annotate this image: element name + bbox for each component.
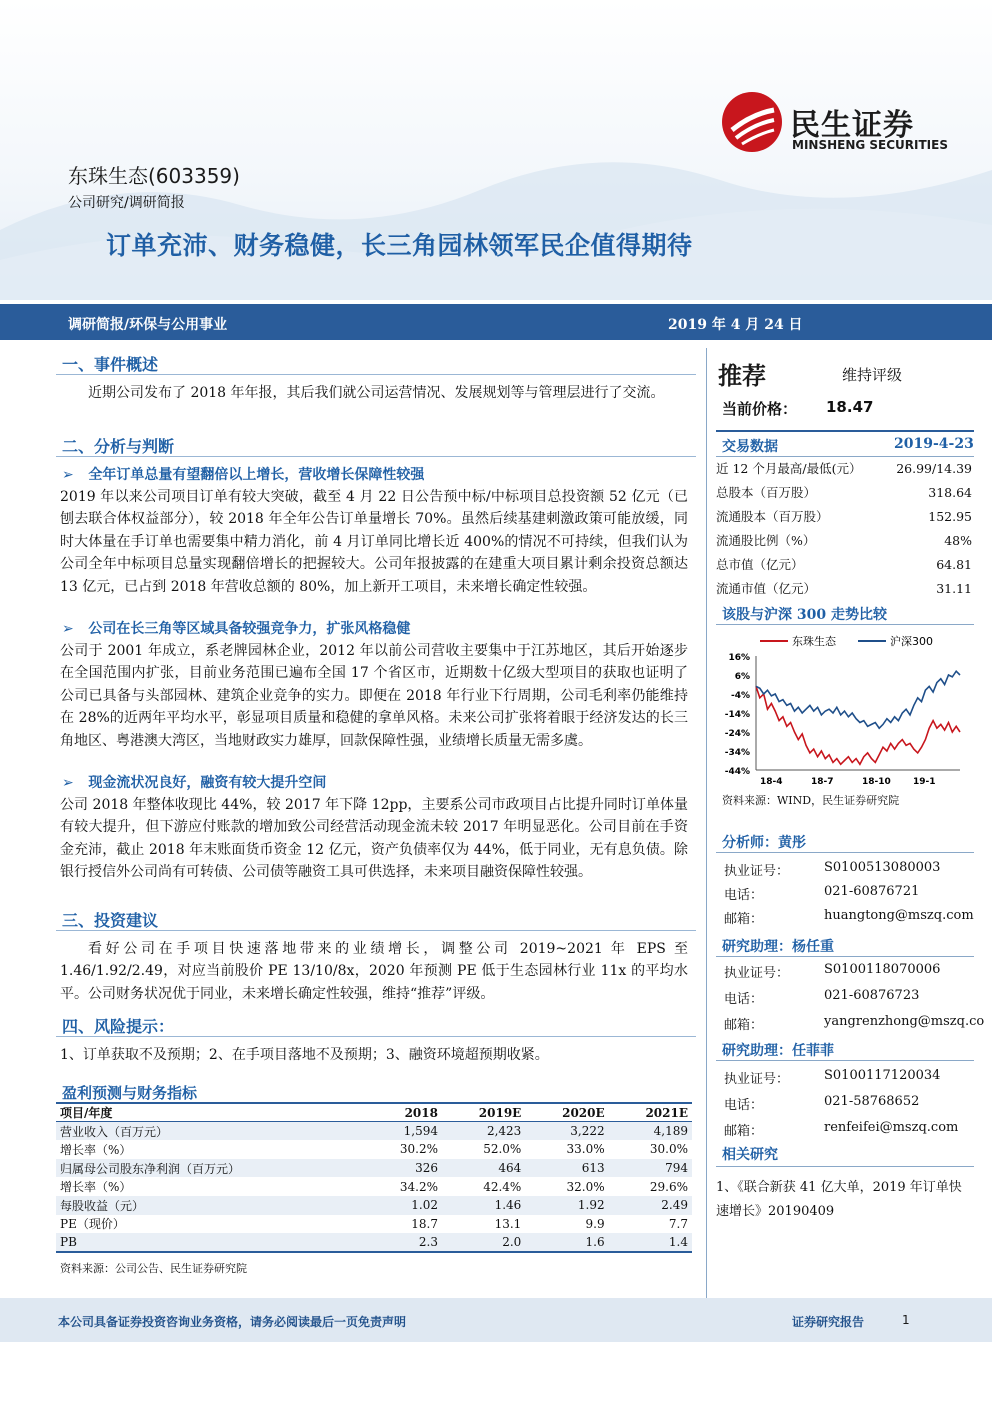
table-cell: 1.46 xyxy=(494,1198,522,1213)
trade-value: 318.64 xyxy=(928,485,972,500)
subheading-2-text: 公司在长三角等区域具备较强竞争力，扩张风格稳健 xyxy=(88,621,411,637)
footer-disclaimer: 本公司具备证券投资咨询业务资格，请务必阅读最后一页免责声明 xyxy=(58,1315,407,1329)
table-row xyxy=(56,1177,692,1196)
trade-row xyxy=(716,505,974,529)
analyst-title-3: 研究助理：任菲菲 xyxy=(722,1043,834,1059)
section-rule xyxy=(716,1166,974,1167)
trade-value: 26.99/14.39 xyxy=(896,461,972,476)
x-tick-label: 18-7 xyxy=(811,777,834,787)
table-cell: 18.7 xyxy=(411,1216,438,1231)
analyst-value: 021-58768652 xyxy=(824,1094,920,1109)
table-row xyxy=(56,1215,692,1234)
section-rule xyxy=(56,374,696,375)
analyst-row xyxy=(724,962,941,981)
section-rule xyxy=(56,930,696,931)
table-cell: 营业收入（百万元） xyxy=(60,1124,169,1139)
table-cell: 1.02 xyxy=(411,1198,438,1213)
table-cell: 2.49 xyxy=(661,1198,688,1213)
table-cell: 34.2% xyxy=(399,1179,438,1194)
fin-source: 资料来源：公司公告、民生证券研究院 xyxy=(60,1262,247,1275)
arrow-icon: ➢ xyxy=(62,621,74,637)
subheading-3-text: 现金流状况良好，融资有较大提升空间 xyxy=(88,775,327,791)
table-cell: 1.6 xyxy=(585,1234,605,1249)
subheading-3 xyxy=(62,772,326,792)
price-label: 当前价格： xyxy=(722,400,798,418)
subheading-2 xyxy=(62,618,410,638)
table-cell: 13.1 xyxy=(494,1216,522,1231)
table-cell: 464 xyxy=(498,1161,522,1176)
trade-row xyxy=(716,481,974,505)
table-cell: 794 xyxy=(665,1161,688,1176)
table-row xyxy=(56,1159,692,1178)
page-number: 1 xyxy=(902,1313,910,1327)
analyst-key: 电话： xyxy=(724,888,764,903)
trade-date: 2019-4-23 xyxy=(894,436,974,452)
section-heading-3: 三、投资建议 xyxy=(62,911,159,930)
trade-key: 流通股比例（%） xyxy=(716,533,816,548)
fin-table-title: 盈利预测与财务指标 xyxy=(62,1084,198,1102)
trade-row xyxy=(716,553,974,577)
arrow-icon: ➢ xyxy=(62,467,74,483)
table-cell: 1,594 xyxy=(403,1124,438,1139)
analyst-value: 021-60876721 xyxy=(824,884,920,899)
table-cell: 7.7 xyxy=(668,1216,688,1231)
analyst-key: 邮箱： xyxy=(724,1124,764,1139)
y-tick-label: 6% xyxy=(734,672,750,682)
analyst-key: 电话： xyxy=(724,992,764,1007)
section-rule xyxy=(716,624,974,625)
brand-logo-icon xyxy=(722,92,782,152)
section-rule xyxy=(716,1060,974,1061)
table-cell: 增长率（%） xyxy=(60,1142,132,1157)
trade-value: 31.11 xyxy=(936,581,972,596)
section-rule xyxy=(716,852,974,853)
brand-name-cn: 民生证券 xyxy=(790,108,914,143)
analyst-value: S0100118070006 xyxy=(824,962,941,977)
table-cell: 30.0% xyxy=(649,1142,688,1157)
series-line-1 xyxy=(756,671,960,728)
table-row xyxy=(56,1233,692,1252)
column-divider xyxy=(706,348,707,1298)
related-title: 相关研究 xyxy=(722,1147,778,1163)
table-cell: 33.0% xyxy=(566,1142,605,1157)
trade-row xyxy=(716,529,974,553)
table-cell: 增长率（%） xyxy=(60,1180,132,1195)
subheading-1 xyxy=(62,464,424,484)
section-text-1: 近期公司发布了 2018 年年报，其后我们就公司运营情况、发展规划等与管理层进行了交流。 xyxy=(88,385,665,401)
y-tick-label: -34% xyxy=(724,748,750,758)
section-text-3: 看好公司在手项目快速落地带来的业绩增长，调整公司 2019~2021 年 EPS 至 1.46/1.92/2.49，对应当前股价 PE 13/10/8x，2020 年预测 PE 低于生态园林行业 11x 的平均水平。公司财务状况优于同业，未来增长确定性较强，维持“推荐”评级。 xyxy=(60,941,688,1002)
section-text-4: 1、订单获取不及预期；2、在手项目落地不及预期；3、融资环境超预期收紧。 xyxy=(60,1047,549,1063)
rating-action: 维持评级 xyxy=(842,366,903,384)
x-tick-label: 18-4 xyxy=(760,777,783,787)
table-header-cell: 2018 xyxy=(366,1103,442,1122)
table-cell: PE（现价） xyxy=(60,1217,125,1232)
table-cell: 29.6% xyxy=(649,1179,688,1194)
analyst-title-1: 分析师：黄彤 xyxy=(722,835,806,851)
table-header-cell: 项目/年度 xyxy=(56,1103,366,1122)
table-cell: 1.92 xyxy=(577,1198,605,1213)
analyst-row xyxy=(724,884,920,903)
section-rule xyxy=(716,956,974,957)
report-date: 2019 年 4 月 24 日 xyxy=(668,317,803,333)
trade-key: 总股本（百万股） xyxy=(716,485,817,500)
table-cell: 3,222 xyxy=(570,1124,605,1139)
analyst-row xyxy=(724,1120,959,1139)
chart-title: 该股与沪深 300 走势比较 xyxy=(722,607,887,623)
analyst-key: 邮箱： xyxy=(724,912,764,927)
brand-name-en: MINSHENG SECURITIES xyxy=(792,138,948,152)
section-rule xyxy=(716,430,974,432)
y-tick-label: -44% xyxy=(724,767,750,777)
y-tick-label: -14% xyxy=(724,710,750,720)
category-label: 调研简报/环保与公用事业 xyxy=(68,317,228,333)
report-title: 订单充沛、财务稳健，长三角园林领军民企值得期待 xyxy=(106,231,693,260)
trade-row xyxy=(716,577,974,601)
y-tick-label: 16% xyxy=(728,653,750,663)
analyst-value: 021-60876723 xyxy=(824,988,920,1003)
table-row xyxy=(56,1196,692,1215)
paragraph-1: 2019 年以来公司项目订单有较大突破，截至 4 月 22 日公告预中标/中标项目总投资额 52 亿元（已刨去联合体权益部分），较 2018 年全年公告订单量增长 70%。虽然后续基建刺激政策可能放缓，同时大体量在手订单也需要集中精力消化，前 4 月订单同比增长近 400%的情况不可持续，但我们认为公司全年中标项目总量实现翻倍增长的把握较大。公司年报披露的在建重大项目累计剩余投资总额达 13 亿元，已占到 2018 年营收总额的 80%，加上新开工项目，未来增长确定性较强。 xyxy=(60,489,688,595)
y-tick-label: -4% xyxy=(730,691,750,701)
analyst-row xyxy=(724,1068,941,1087)
trade-key: 近 12 个月最高/最低(元） xyxy=(716,461,862,476)
arrow-icon: ➢ xyxy=(62,775,74,791)
analyst-row xyxy=(724,1014,985,1033)
analyst-key: 执业证号： xyxy=(724,1072,790,1087)
trade-value: 48% xyxy=(944,533,972,548)
table-cell: 9.9 xyxy=(585,1216,605,1231)
trade-key: 流通市值（亿元） xyxy=(716,581,817,596)
table-cell: 326 xyxy=(415,1161,438,1176)
table-cell: 每股收益（元） xyxy=(60,1198,145,1213)
analyst-key: 执业证号： xyxy=(724,966,790,981)
trade-title: 交易数据 xyxy=(722,439,778,455)
analyst-row xyxy=(724,860,941,879)
stock-comparison-chart xyxy=(716,628,974,788)
table-header-cell: 2021E xyxy=(609,1103,692,1122)
analyst-row xyxy=(724,1094,920,1113)
analyst-row xyxy=(724,988,920,1007)
paragraph-2: 公司于 2001 年成立，系老牌园林企业，2012 年以前公司营收主要集中于江苏地区，其后开始逐步在全国范围内扩张，目前业务范围已遍布全国 17 个省区市，近期数十亿级大型项目的获取也证明了公司已具备与头部园林、建筑企业竞争的实力。即便在 2018 年行业下行周期，公司毛利率仍能维持在 28%的近两年平均水平，彰显项目质量和稳健的拿单风格。未来公司扩张将着眼于经济发达的长三角地区、粤港澳大湾区，当地财政实力雄厚，回款保障性强，业绩增长质量无需多虞。 xyxy=(60,643,688,749)
table-cell: 2.3 xyxy=(418,1234,438,1249)
table-cell: 2.0 xyxy=(502,1234,522,1249)
table-header-cell: 2020E xyxy=(525,1103,608,1122)
financial-table xyxy=(56,1102,692,1253)
table-header-cell: 2019E xyxy=(442,1103,525,1122)
company-name: 东珠生态(603359) xyxy=(68,164,240,188)
table-cell: 2,423 xyxy=(486,1124,522,1139)
table-header-row xyxy=(56,1103,692,1122)
table-cell: 归属母公司股东净利润（百万元） xyxy=(60,1161,241,1176)
price-value: 18.47 xyxy=(826,398,874,416)
paragraph-3: 公司 2018 年整体收现比 44%，较 2017 年下降 12pp，主要系公司市政项目占比提升同时订单体量有较大提升，但下游应付账款的增加致公司经营活动现金流未较 2017 年明显恶化。公司目前在手资金充沛，截止 2018 年末账面货币资金 12 亿元，资产负债率仅为 44%，低于同业，无有息负债。除银行授信外公司尚有可转债、公司债等融资工具可供选择，未来项目融资保障性较强。 xyxy=(60,797,688,881)
trade-value: 152.95 xyxy=(928,509,972,524)
y-tick-label: -24% xyxy=(724,729,750,739)
table-cell: 32.0% xyxy=(566,1179,605,1194)
table-cell: 613 xyxy=(581,1161,605,1176)
section-heading-2: 二、分析与判断 xyxy=(62,437,175,456)
analyst-row xyxy=(724,908,974,927)
table-row xyxy=(56,1140,692,1159)
table-cell: 4,189 xyxy=(653,1124,688,1139)
analyst-email[interactable]: yangrenzhong@mszq.co xyxy=(824,1014,985,1029)
analyst-email[interactable]: huangtong@mszq.com xyxy=(824,908,974,923)
legend-label: 东珠生态 xyxy=(792,635,836,648)
analyst-key: 执业证号： xyxy=(724,864,790,879)
footer-label: 证券研究报告 xyxy=(792,1315,865,1329)
section-rule xyxy=(56,1036,696,1037)
trade-value: 64.81 xyxy=(936,557,972,572)
trade-key: 流通股本（百万股） xyxy=(716,509,829,524)
legend-label: 沪深300 xyxy=(890,635,933,648)
subheading-1-text: 全年订单总量有望翻倍以上增长，营收增长保障性较强 xyxy=(88,467,425,483)
analyst-title-2: 研究助理：杨任重 xyxy=(722,939,834,955)
analyst-key: 邮箱： xyxy=(724,1018,764,1033)
analyst-value: S0100117120034 xyxy=(824,1068,941,1083)
report-type: 公司研究/调研简报 xyxy=(68,195,185,211)
x-tick-label: 19-1 xyxy=(913,777,936,787)
analyst-value: S0100513080003 xyxy=(824,860,941,875)
table-cell: 1.4 xyxy=(668,1234,688,1249)
table-cell: 42.4% xyxy=(483,1179,522,1194)
table-cell: PB xyxy=(60,1234,77,1249)
trade-row xyxy=(716,457,974,481)
table-cell: 52.0% xyxy=(483,1142,522,1157)
section-heading-1: 一、事件概述 xyxy=(62,355,159,374)
related-link[interactable]: 1、《联合新获 41 亿大单，2019 年订单快速增长》20190409 xyxy=(716,1180,962,1219)
analyst-email[interactable]: renfeifei@mszq.com xyxy=(824,1120,959,1135)
chart-source: 资料来源：WIND，民生证券研究院 xyxy=(722,794,900,807)
section-rule xyxy=(56,456,696,457)
section-heading-4: 四、风险提示： xyxy=(62,1017,175,1036)
table-row xyxy=(56,1122,692,1141)
table-cell: 30.2% xyxy=(399,1142,438,1157)
trade-key: 总市值（亿元） xyxy=(716,557,804,572)
rating-label: 推荐 xyxy=(718,362,766,390)
x-tick-label: 18-10 xyxy=(862,777,891,787)
analyst-key: 电话： xyxy=(724,1098,764,1113)
series-line-0 xyxy=(756,686,960,764)
